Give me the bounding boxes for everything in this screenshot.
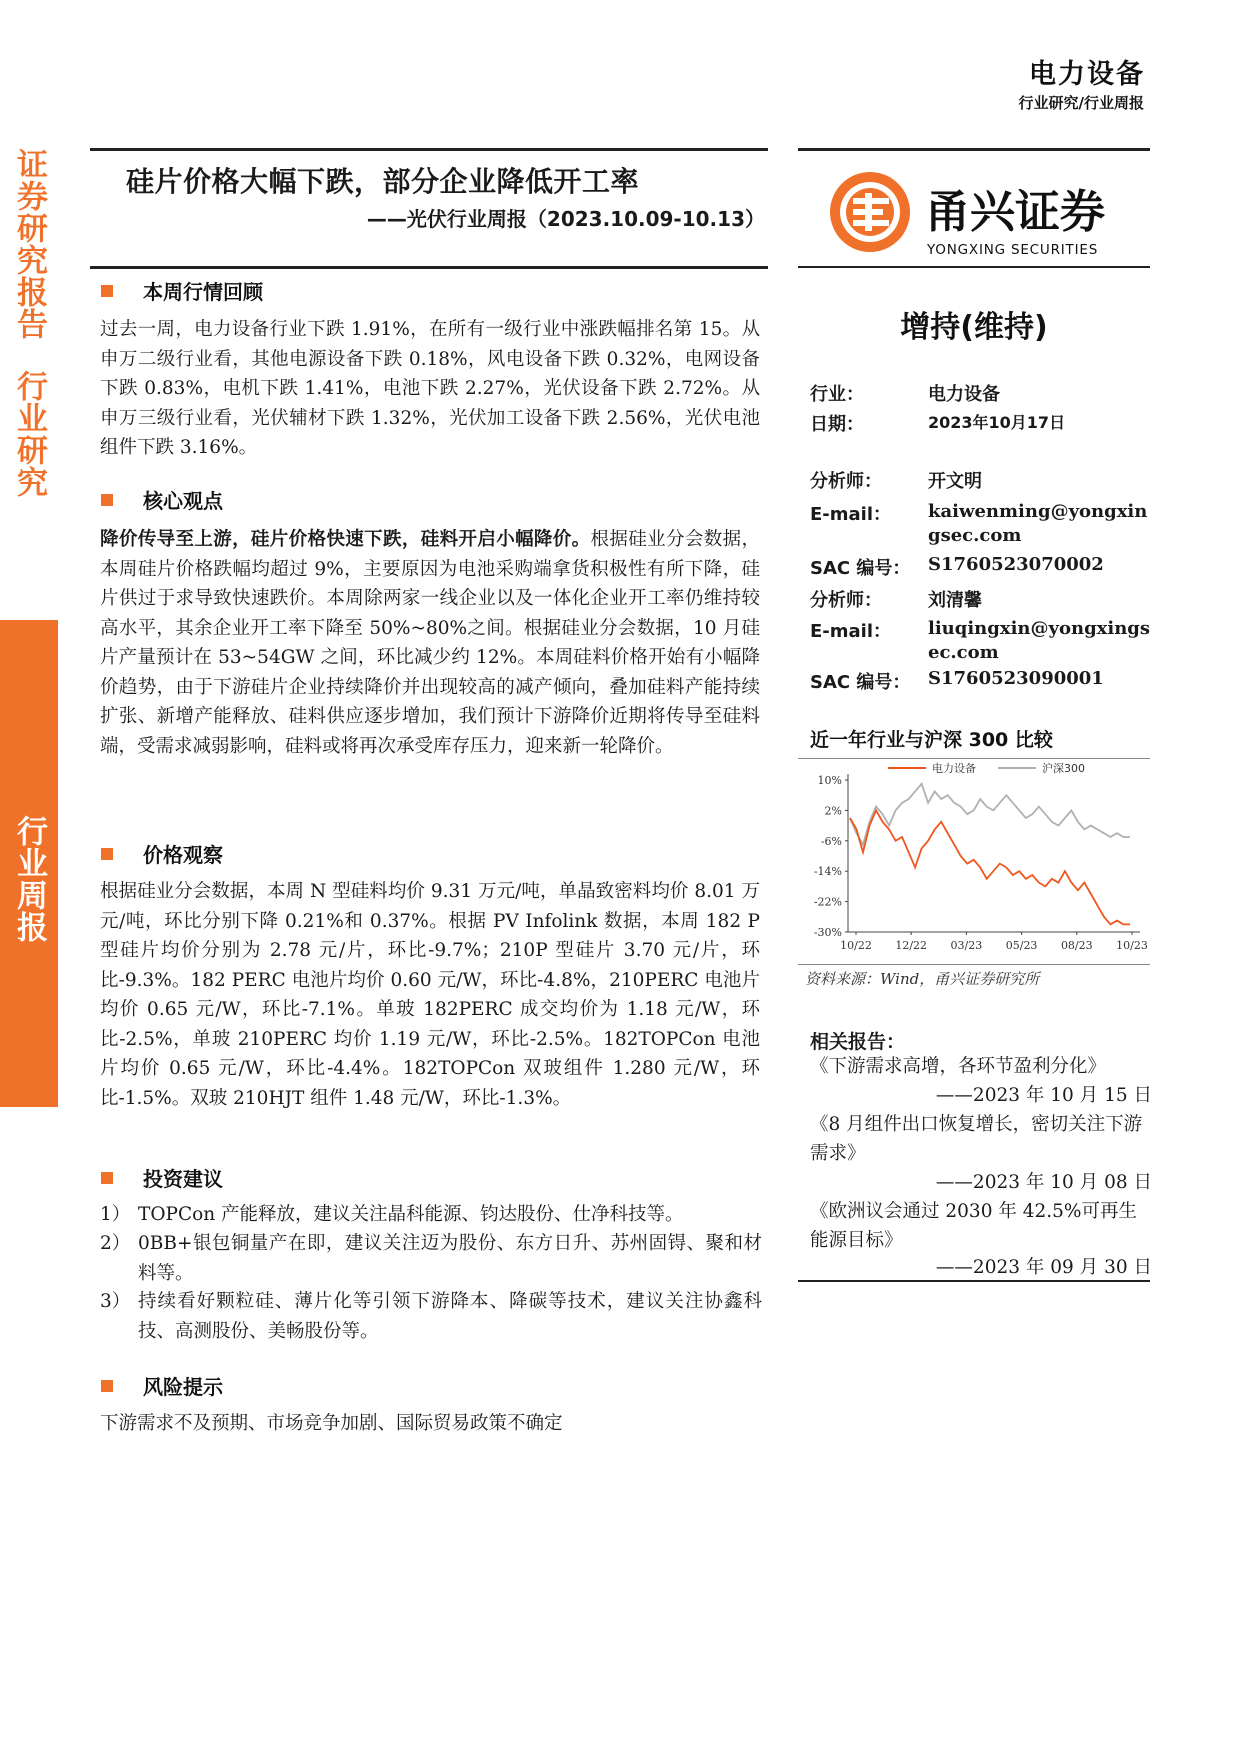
chart-x-tick-label: 10/22 bbox=[840, 939, 872, 952]
section-heading: 投资建议 bbox=[100, 1163, 223, 1192]
bullet-square-icon bbox=[101, 494, 113, 506]
side-label-research: 行业研究 bbox=[11, 370, 47, 498]
section-paragraph: 降价传导至上游，硅片价格快速下跌，硅料开启小幅降价。根据硅业分会数据，本周硅片价格跌幅均超过 9%，主要原因为电池采购端拿货积极性有所下降，硅片供过于求导致快速跌价。本周除两家一线企业以及一体化企业开工率仍维持较高水平，其余企业开工率下降至 50%~80%之间。根据硅业分会数据，10 月硅片产量预计在 53~54GW 之间，环比减少约 12%。本周硅料价格开始有小幅降价趋势，由于下游硅片企业持续降价并出现较高的减产倾向，叠加硅料产能持续扩张、新增产能释放、硅料供应逐步增加，我们预计下游降价近期将传导至硅料端，受需求减弱影响，硅料或将再次承受库存压力，迎来新一轮降价。 bbox=[100, 529, 760, 757]
related-report-date: ——2023 年 10 月 15 日 bbox=[935, 1085, 1152, 1106]
bullet-square-icon bbox=[101, 1172, 113, 1184]
chart-rule-top bbox=[798, 758, 1150, 759]
chart-legend-label: 电力设备 bbox=[932, 762, 976, 775]
related-report-date: ——2023 年 09 月 30 日 bbox=[935, 1257, 1152, 1278]
related-report-date: ——2023 年 10 月 08 日 bbox=[935, 1172, 1152, 1193]
section-heading: 价格观察 bbox=[100, 839, 223, 868]
right-rule-top bbox=[798, 148, 1150, 151]
bullet-square-icon bbox=[101, 848, 113, 860]
info-analyst: 分析师： 开文明 bbox=[810, 471, 982, 492]
section-heading: 核心观点 bbox=[100, 485, 223, 514]
comparison-chart bbox=[798, 760, 1150, 962]
side-label-report: 证券研究报告 bbox=[11, 148, 47, 340]
related-report-title[interactable]: 《8 月组件出口恢复增长，密切关注下游需求》 bbox=[810, 1114, 1143, 1164]
chart-title: 近一年行业与沪深 300 比较 bbox=[810, 729, 1053, 751]
section-heading: 风险提示 bbox=[100, 1371, 223, 1400]
chart-source: 资料来源：Wind，甬兴证券研究所 bbox=[805, 970, 1040, 988]
info-email: E-mail： liuqingxin@yongxingsec.com bbox=[810, 618, 1151, 663]
chart-x-tick-label: 08/23 bbox=[1060, 939, 1093, 952]
report-title: 硅片价格大幅下跌，部分企业降低开工率 bbox=[126, 165, 640, 198]
info-sac: SAC 编号： S1760523090001 bbox=[810, 668, 1104, 693]
chart-x-tick-label: 10/23 bbox=[1116, 939, 1148, 952]
bullet-square-icon bbox=[101, 285, 113, 297]
chart-x-tick-label: 05/23 bbox=[1005, 939, 1038, 952]
related-rule-bottom bbox=[798, 1280, 1150, 1282]
related-report-title[interactable]: 《欧洲议会通过 2030 年 42.5%可再生能源目标》 bbox=[810, 1201, 1137, 1251]
header-doc-type: 行业研究/行业周报 bbox=[1018, 94, 1144, 112]
info-email: E-mail： kaiwenming@yongxingsec.com bbox=[810, 501, 1148, 546]
side-label-weekly: 行业周报 bbox=[11, 815, 47, 943]
header-sector: 电力设备 bbox=[1029, 59, 1145, 90]
info-industry: 行业： 电力设备 bbox=[810, 384, 1000, 405]
chart-y-tick-label: -14% bbox=[813, 865, 842, 879]
rating: 增持(维持) bbox=[900, 310, 1048, 345]
related-report-title[interactable]: 《下游需求高增，各环节盈利分化》 bbox=[810, 1056, 1107, 1077]
info-analyst: 分析师： 刘清馨 bbox=[810, 590, 982, 611]
list-item: 1） TOPCon 产能释放，建议关注晶科能源、钧达股份、仕净科技等。 bbox=[100, 1204, 684, 1225]
side-orange-bar bbox=[0, 620, 58, 1107]
chart-x-tick-label: 03/23 bbox=[950, 939, 983, 952]
yongxing-logo bbox=[825, 165, 1135, 260]
report-subtitle: ——光伏行业周报（2023.10.09-10.13） bbox=[366, 207, 765, 231]
title-rule-bottom bbox=[90, 266, 768, 269]
list-item: 3） 持续看好颗粒硅、薄片化等引领下游降本、降碳等技术，建议关注协鑫科技、高测股份、美畅股份等。 bbox=[100, 1291, 762, 1342]
chart-y-tick-label: 2% bbox=[824, 804, 842, 818]
chart-x-tick-label: 12/22 bbox=[895, 939, 928, 952]
section-paragraph: 根据硅业分会数据，本周 N 型硅料均价 9.31 万元/吨，单晶致密料均价 8.01 万元/吨，环比分别下降 0.21%和 0.37%。根据 PV Infolink 数据，本周 182 P 型硅片均价分别为 2.78 元/片，环比-9.7%；210P 型硅片 3.70 元/片，环比-9.3%。182 PERC 电池片均价 0.60 元/W，环比-4.8%，210PERC 电池片均价 0.65 元/W，环比-7.1%。单玻 182PERC 成交均价为 1.18 元/W，环比-2.5%，单玻 210PERC 均价 1.19 元/W，环比-2.5%。182TOPCon 电池片均价 0.65 元/W，环比-4.4%。182TOPCon 双玻组件 1.280 元/W，环比-1.5%。双玻 210HJT 组件 1.48 元/W，环比-1.3%。 bbox=[100, 881, 760, 1109]
logo-text-cn: 甬兴证券 bbox=[925, 185, 1106, 238]
logo-text-en: YONGXING SECURITIES bbox=[927, 242, 1099, 258]
bullet-square-icon bbox=[101, 1380, 113, 1392]
chart-y-tick-label: -22% bbox=[813, 895, 842, 909]
section-paragraph: 过去一周，电力设备行业下跌 1.91%，在所有一级行业中涨跌幅排名第 15。从申万二级行业看，其他电源设备下跌 0.18%，风电设备下跌 0.32%，电网设备下跌 0.83%，电机下跌 1.41%，电池下跌 2.27%，光伏设备下跌 2.72%。从申万三级行业看，光伏辅材下跌 1.32%，光伏加工设备下跌 2.56%，光伏电池组件下跌 3.16%。 bbox=[100, 319, 760, 458]
chart-y-tick-label: -6% bbox=[820, 834, 842, 848]
list-item: 2） 0BB+银包铜量产在即，建议关注迈为股份、东方日升、苏州固锝、聚和材料等。 bbox=[100, 1233, 762, 1284]
section-heading: 本周行情回顾 bbox=[100, 276, 263, 305]
related-title: 相关报告： bbox=[810, 1031, 906, 1053]
section-paragraph: 下游需求不及预期、市场竞争加剧、国际贸易政策不确定 bbox=[100, 1413, 563, 1434]
info-date: 日期： 2023年10月17日 bbox=[810, 413, 1066, 435]
chart-legend-label: 沪深300 bbox=[1042, 762, 1085, 775]
key-point-lead: 降价传导至上游，硅片价格快速下跌，硅料开启小幅降价。 bbox=[100, 529, 591, 550]
title-rule-top bbox=[90, 148, 768, 151]
chart-rule-bottom bbox=[798, 964, 1150, 965]
chart-y-tick-label: -30% bbox=[813, 926, 842, 939]
right-rule-logo bbox=[798, 266, 1150, 268]
info-sac: SAC 编号： S1760523070002 bbox=[810, 554, 1104, 579]
chart-y-tick-label: 10% bbox=[817, 774, 842, 787]
